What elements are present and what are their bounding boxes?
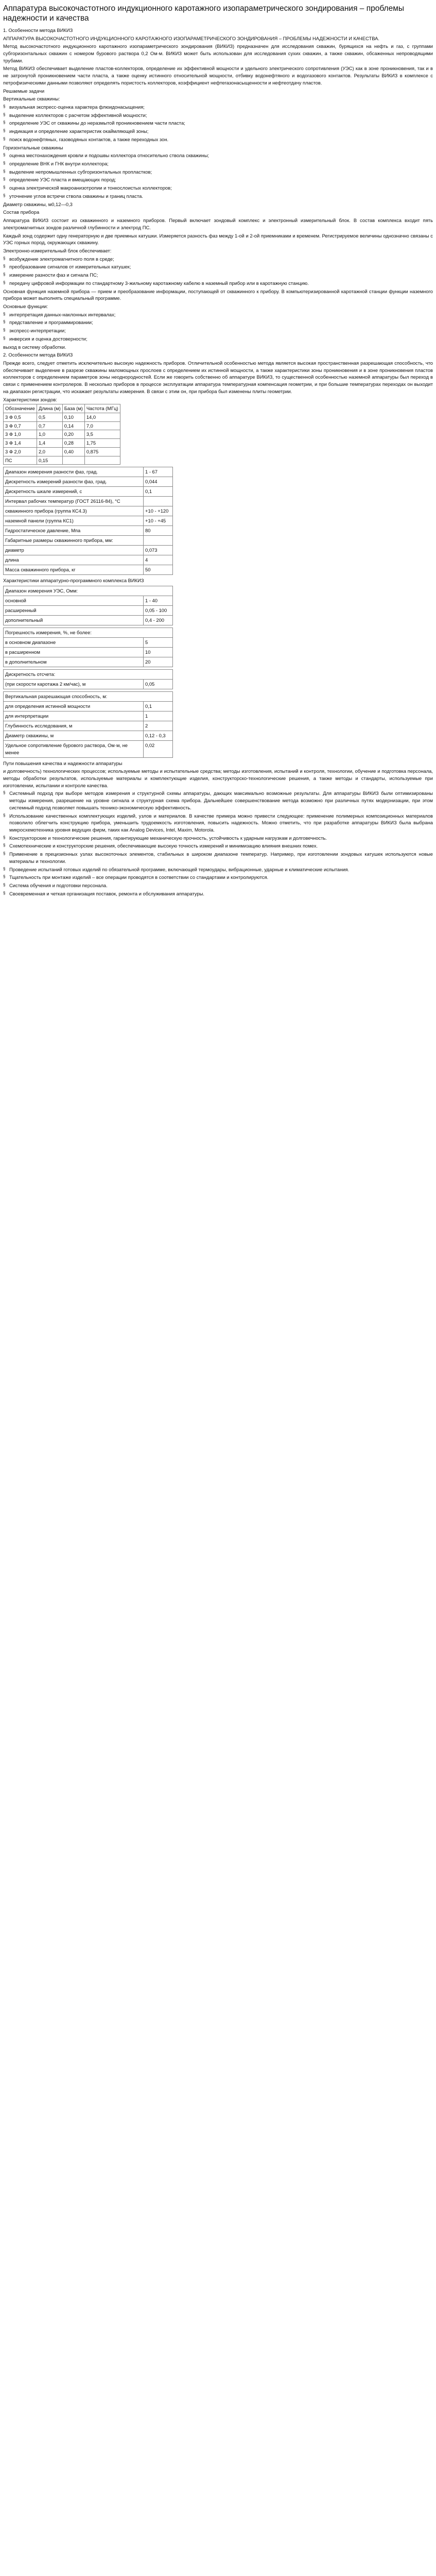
- range-row-cell: 1 - 40: [144, 596, 173, 606]
- spec-cell: 0,875: [84, 447, 120, 456]
- res-row: [4, 741, 173, 757]
- section-heading-1: 1. Особенности метода ВИКИЗ: [3, 27, 73, 33]
- char-row-cell: 0,044: [144, 477, 173, 487]
- ground-unit-paragraph: Основные функции:: [3, 303, 48, 309]
- function-item: [3, 327, 433, 334]
- res-row-cell: 0,12 - 0,3: [144, 731, 173, 741]
- composition-paragraph: Каждый зонд содержит одну генераторную и две приемных катушки. Измеряется разность фаз между 1-ой и 2-ой приемниками и временем. Регистрируемое величины однозначно связаны с УЭС горных пород, окружающих скважину.: [3, 232, 433, 246]
- res-row-cell: 0,02: [144, 741, 173, 757]
- res-row-cell: Глубинность исследования, м: [4, 721, 144, 731]
- char-row-cell: Габаритные размеры скважинного прибора, мм:: [4, 536, 144, 546]
- error-row: [4, 657, 173, 667]
- horizontal-task-item: [3, 184, 433, 192]
- range-row-cell: дополнительный: [4, 616, 144, 625]
- vertical-task-item-text: определение УЭС от скважины до неразмытой проникновением части пласта;: [9, 120, 185, 126]
- char-row: [4, 516, 173, 526]
- problem-item: [3, 874, 433, 881]
- spec-cell: 1,75: [84, 439, 120, 448]
- problem-item: [3, 760, 433, 767]
- bullet-icon: §: [3, 193, 6, 198]
- range-label: Диапазон измерения УЭС, Омм:: [4, 586, 173, 596]
- disc-row-cell: 0,05: [144, 680, 173, 689]
- res-row: [4, 702, 173, 711]
- bullet-icon: §: [3, 168, 6, 174]
- characteristics-table: [3, 467, 173, 575]
- spec-cell: 0,7: [37, 421, 62, 430]
- spec-cell: 3 Ф 2,0: [4, 447, 37, 456]
- char-row-cell: наземной панели (группа КС1): [4, 516, 144, 526]
- error-row: [4, 638, 173, 648]
- spec-cell: 0,10: [62, 413, 84, 422]
- spec-header-cell: Длина (м): [37, 404, 62, 413]
- function-item: [3, 335, 433, 343]
- char-row-cell: 0,073: [144, 546, 173, 555]
- horizontal-task-item: [3, 152, 433, 159]
- spec-cell: 3 Ф 0,5: [4, 413, 37, 422]
- range-row-cell: 0,05 - 100: [144, 606, 173, 616]
- discretion-table: [3, 669, 173, 689]
- char-row-cell: диаметр: [4, 546, 144, 555]
- electronic-unit-item: [3, 256, 433, 263]
- bullet-icon: §: [3, 136, 6, 141]
- char-row-cell: Дискретность измерений разности фаз, град.: [4, 477, 144, 487]
- bullet-icon: §: [3, 112, 6, 117]
- function-item: [3, 319, 433, 326]
- bullet-icon: §: [3, 866, 6, 871]
- intro-paragraph: Метод ВИКИЗ обеспечивает выделение пластов-коллекторов, определение их эффективной мощности и удельного электрического сопротивления (УЭС) как в зоне проникновения, так и в не затронутой проникновением части пласта, а также оценку истинного относительной мощности, отбивку водонефтяного и водогазового контактов. Результаты ВИКИЗ в комплексе с петрофизическими данными позволяют определять пористость коллекторов, коэффициент нефтегазонасыщенности и нефтеотдачу пластов.: [3, 65, 433, 86]
- char-row: [4, 487, 173, 497]
- electronic-unit-item-text: преобразование сигналов от измерительных катушек;: [9, 264, 131, 270]
- spec-cell: ПС: [4, 456, 37, 465]
- char-row: [4, 546, 173, 555]
- spec-row: [4, 439, 120, 448]
- spec-cell: 0,40: [62, 447, 84, 456]
- probe-spec-table: [3, 404, 120, 465]
- vertical-label: Вертикальные скважины:: [3, 96, 60, 102]
- range-table: [3, 586, 173, 625]
- intro-paragraph: Метод высокочастотного индукционного каротажного изопараметрического зондирования (ВИКИЗ) предназначен для исследования скважин, бурящихся на нефть и газ, с группами субгоризонтальных скважин с номером бурового раствора 0,2 Ом·м. ВИКИЗ может быть использован для исследования сухих скважин, а также скважин, обсаженных непроводящими трубами.: [3, 43, 433, 63]
- range-row: [4, 606, 173, 616]
- diameter-line: Диаметр скважины, м0,12—0,3: [3, 201, 73, 207]
- char-row: [4, 497, 173, 506]
- electronic-unit-item-text: измерение разности фаз и сигнала ПС;: [9, 272, 98, 278]
- bullet-icon: §: [3, 790, 6, 795]
- bullet-icon: §: [3, 120, 6, 125]
- bullet-icon: §: [3, 851, 6, 856]
- char-row-cell: Диапазон измерения разности фаз, град.: [4, 467, 144, 477]
- composition-paragraph: Электронно-измерительный блок обеспечивает:: [3, 247, 112, 253]
- char-row: [4, 506, 173, 516]
- res-row-cell: для определения истинной мощности: [4, 702, 144, 711]
- problem-text: Применение в прецизионных узлах высокоточных элементов, стабильных в широком диапазоне температур. Например, при изготовлении зондовых катушек используются новые материалы и технологии.: [9, 851, 433, 864]
- spec-cell: 0,14: [62, 421, 84, 430]
- char-row-cell: 80: [144, 526, 173, 536]
- ground-unit-paragraph: Основная функция наземной прибора — прием и преобразование информации, поступающей от скважинного к прибору. В компьютеризированной каротажной станции функции наземного прибора может выполнять специальный программе.: [3, 288, 433, 301]
- page-title: Аппаратура высокочастотного индукционного каротажного изопараметрического зондирования – проблемы надежности и качества: [3, 4, 404, 23]
- spec-header-cell: Частота (МГц): [84, 404, 120, 413]
- bullet-icon: §: [3, 128, 6, 133]
- composition-paragraph: Аппаратура ВИКИЗ состоит из скважинного и наземного приборов. Первый включает зондовый комплекс и электронный измерительный блок. В состав комплекса входит пять электромагнитных зондов различной глубинности и электрод ПС.: [3, 217, 433, 230]
- spec-cell: 0,28: [62, 439, 84, 448]
- spec-cell: 0,20: [62, 430, 84, 439]
- electronic-unit-item: [3, 280, 433, 287]
- char-row-cell: 0,1: [144, 487, 173, 497]
- problem-item: [3, 835, 433, 842]
- electronic-unit-item: [3, 263, 433, 270]
- horizontal-task-item-text: определение ВНК и ГНК внутри коллектора;: [9, 161, 109, 167]
- problem-text: Проведение испытаний готовых изделий по обязательной программе, включающей термоудары, вибрационные, ударные и климатические испытания.: [9, 866, 350, 872]
- problem-text: и долговечность) технологических процессов; используемые методы и испытательные средства; методы изготовления, испытаний и контроля, технологии, обучение и подготовка персонала, методы обработки результатов, используемые материалы и комплектующие изделия, конструкторско-технологические решения, а также методы и стандарты, используемые при изготовлении, испытании и контроле качества.: [3, 768, 433, 788]
- vertical-task-item: [3, 128, 433, 135]
- vertical-task-item-text: поиск водонефтяных, газоводяных контактов, а также переходных зон.: [9, 136, 169, 142]
- problem-text: Система обучения и подготовки персонала.: [9, 883, 108, 888]
- res-row: [4, 731, 173, 741]
- function-item-text: инверсия и оценка достоверности;: [9, 335, 88, 342]
- res-row-cell: Диаметр скважины, м: [4, 731, 144, 741]
- spec-cell: 3 Ф 1,0: [4, 430, 37, 439]
- horizontal-task-item: [3, 176, 433, 183]
- bullet-icon: §: [3, 319, 6, 325]
- res-row-cell: для интерпретации: [4, 711, 144, 721]
- vertical-task-item-text: выделение коллекторов с расчетом эффективной мощности;: [9, 112, 147, 118]
- horizontal-task-item-text: уточнение углов встречи ствола скважины и границ пласта.: [9, 193, 143, 199]
- bullet-icon: §: [3, 874, 6, 879]
- res-row: [4, 711, 173, 721]
- res-label: Вертикальная разрешающая способность, м:: [4, 692, 173, 702]
- function-item-text: экспресс-интерпретации;: [9, 328, 66, 334]
- spec-cell: 1,0: [37, 430, 62, 439]
- horizontal-task-item: [3, 193, 433, 200]
- electronic-unit-item-text: передачу цифровой информации по стандартному 3-жильному каротажному кабелю в наземный прибор или в каротажную станцию.: [9, 280, 309, 286]
- res-row: [4, 721, 173, 731]
- spec-cell: 3 Ф 1,4: [4, 439, 37, 448]
- error-row-cell: 10: [144, 648, 173, 657]
- problem-item: [3, 882, 433, 889]
- horizontal-task-item-text: определение УЭС пласта и вмещающих пород;: [9, 177, 116, 183]
- error-row-cell: в основном диапазоне: [4, 638, 144, 648]
- bullet-icon: §: [3, 883, 6, 887]
- spec-cell: 2,0: [37, 447, 62, 456]
- horizontal-task-item-text: оценка местонахождения кровли и подошвы коллектора относительно ствола скважины;: [9, 152, 210, 159]
- spec-cell: 14,0: [84, 413, 120, 422]
- error-row-cell: 5: [144, 638, 173, 648]
- spec-cell: 0,15: [37, 456, 62, 465]
- vertical-task-item: [3, 112, 433, 119]
- spec-cell: 3,5: [84, 430, 120, 439]
- vertical-task-item: [3, 136, 433, 143]
- spec-cell: [84, 456, 120, 465]
- function-item: [3, 311, 433, 318]
- section-heading-2: 2. Особенности метода ВИКИЗ: [3, 352, 73, 358]
- spec-cell: 0,5: [37, 413, 62, 422]
- problem-text: Системный подход при выборе методов измерения и структурной схемы аппаратуры, дающих максимально возможные результаты. Для аппаратуры ВИКИЗ были оптимизированы методы измерения, разрешение на уровне сигнала и структурная схема прибора. Дальнейшее совершенствование метода возможно при различных путях модернизации, при этом системный подход позволяет повышать технико-экономическую эффективность.: [9, 790, 433, 810]
- resolution-table: [3, 691, 173, 757]
- problem-text: Тщательность при монтаже изделий – все операции проводятся в соответствии со стандартами и контролируются.: [9, 874, 269, 880]
- error-row: [4, 648, 173, 657]
- bullet-icon: §: [3, 335, 6, 341]
- bullet-icon: §: [3, 104, 6, 109]
- function-item-text: интерпретация данных-наклонных интервалах;: [9, 311, 116, 317]
- char-row-cell: Масса скважинного прибора, кг: [4, 565, 144, 575]
- res-row-cell: 0,1: [144, 702, 173, 711]
- problem-item: [3, 790, 433, 811]
- bullet-icon: §: [3, 328, 6, 333]
- char-row-cell: [144, 536, 173, 546]
- char-row-cell: Интервал рабочих температур (ГОСТ 26116-84), °С: [4, 497, 144, 506]
- char-row-cell: Гидростатическое давление, Мпа: [4, 526, 144, 536]
- range-row-cell: 0,4 - 200: [144, 616, 173, 625]
- bullet-icon: §: [3, 272, 6, 277]
- range-row: [4, 596, 173, 606]
- horizontal-task-item-text: выделение непромышленных субгоризонтальных пропластков;: [9, 168, 152, 175]
- disc-row: [4, 680, 173, 689]
- bullet-icon: §: [3, 177, 6, 182]
- bullet-icon: §: [3, 256, 6, 261]
- spec-cell: [62, 456, 84, 465]
- spec-row: [4, 421, 120, 430]
- problem-item: [3, 866, 433, 873]
- spec-header-cell: Обозначение: [4, 404, 37, 413]
- diam-scale: выход в систему обработки.: [3, 344, 66, 350]
- spec-cell: 3 Ф 0,7: [4, 421, 37, 430]
- char-row: [4, 526, 173, 536]
- problem-text: Схемотехнические и конструкторские решения, обеспечивающие высокую точность измерений и минимизацию влияния внешних помех.: [9, 843, 318, 849]
- bullet-icon: §: [3, 890, 6, 895]
- problem-item: [3, 890, 433, 897]
- bullet-icon: §: [3, 311, 6, 316]
- bullet-icon: §: [3, 185, 6, 190]
- bullet-icon: §: [3, 280, 6, 285]
- char-row: [4, 555, 173, 565]
- char-row-cell: 50: [144, 565, 173, 575]
- char-row-cell: [144, 497, 173, 506]
- section2-paragraph: Прежде всего, следует отметить исключительно высокую надежность приборов. Отличительной особенностью метода является высокая пространственная разрешающая способность, что обеспечивает выделение в разрезе скважины маломощных прослоев с определением их истинной мощности, а также характеристики зоны проникновения и в зоне проникновения пластов коллекторов с определением параметров зоны неоднородностей. Если же говорить собственно об аппаратуре ВИКИЗ, то существенной особенностью наземной аппаратуры был переход в связи с применением контролеров. В несколько приборов в процессе эксплуатации аппаратура температурная компенсация геометрии, и при большие температурах переходах он выходит на диапазон регистрации, что искажает результаты измерения. В связи с этим он, при прибора был изменены плиты геометрии.: [3, 360, 433, 394]
- horizontal-label: Горизонтальные скважины: [3, 144, 63, 150]
- char-row: [4, 477, 173, 487]
- range-row-cell: основной: [4, 596, 144, 606]
- spec-row: [4, 413, 120, 422]
- prog-label: Характеристики аппаратурно-программного комплекса ВИКИЗ: [3, 578, 144, 584]
- char-row-cell: 1 - 67: [144, 467, 173, 477]
- spec-header-cell: База (м): [62, 404, 84, 413]
- char-row-cell: скважинного прибора (группа КС4.3): [4, 506, 144, 516]
- horizontal-task-item: [3, 160, 433, 167]
- center-title: АППАРАТУРА ВЫСОКОЧАСТОТНОГО ИНДУКЦИОННОГО КАРОТАЖНОГО ИЗОПАРАМЕТРИЧЕСКОГО ЗОНДИРОВАНИЯ – ПРОБЛЕМЫ НАДЕЖНОСТИ И КАЧЕСТВА.: [3, 35, 380, 41]
- bullet-icon: §: [3, 161, 6, 166]
- spec-row: [4, 430, 120, 439]
- disc-label: Дискретность отсчета:: [4, 670, 173, 680]
- bullet-icon: §: [3, 843, 6, 848]
- spec-row: [4, 456, 120, 465]
- res-row-cell: 1: [144, 711, 173, 721]
- disc-row-cell: (при скорости каротажа 2 км/час), м: [4, 680, 144, 689]
- char-row: [4, 565, 173, 575]
- tasks-label: Решаемые задачи: [3, 88, 45, 94]
- char-row-cell: длина: [4, 555, 144, 565]
- char-row: [4, 467, 173, 477]
- electronic-unit-item: [3, 272, 433, 279]
- bullet-icon: §: [3, 812, 6, 818]
- section2-paragraph: Характеристики зондов:: [3, 396, 57, 402]
- problem-text: Использование качественных комплектующих изделий, узлов и материалов. В качестве примера можно привести следующее: применение полимерных композиционных материалов позволило облегчить конструкцию прибора, уменьшить трудоемкость изготовления, повысить надежность. Можно отметить, что при разработке аппаратуры ВИКИЗ была выбрана микросхемотехника уровня ведущих фирм, таких как Analog Devices, Intel, Maxim, Motorola.: [9, 812, 433, 833]
- char-row: [4, 536, 173, 546]
- vertical-task-item: [3, 104, 433, 111]
- error-row-cell: в расширенном: [4, 648, 144, 657]
- bullet-icon: §: [3, 835, 6, 840]
- electronic-unit-item-text: возбуждение электромагнитного поля в среде;: [9, 256, 114, 262]
- error-table: [3, 628, 173, 667]
- spec-row: [4, 447, 120, 456]
- document: [0, 0, 436, 897]
- composition-label: Состав прибора: [3, 209, 40, 215]
- problem-item: [3, 812, 433, 834]
- function-item-text: представление и программировании;: [9, 319, 93, 326]
- char-row-cell: 4: [144, 555, 173, 565]
- res-row-cell: 2: [144, 721, 173, 731]
- range-row: [4, 616, 173, 625]
- horizontal-task-item-text: оценка электрической макроанизотропии и тонкослоистых коллекторов;: [9, 185, 172, 191]
- vertical-task-item-text: визуальная экспресс-оценка характера флюидонасыщения;: [9, 104, 145, 110]
- spec-cell: 7,0: [84, 421, 120, 430]
- problem-item: [3, 842, 433, 850]
- vertical-task-item-text: индикация и определение характеристик окаймляющей зоны;: [9, 128, 149, 134]
- problem-item: [3, 768, 433, 789]
- bullet-icon: §: [3, 264, 6, 269]
- bullet-icon: §: [3, 152, 6, 158]
- range-row-cell: расширенный: [4, 606, 144, 616]
- char-row-cell: +10 - +120: [144, 506, 173, 516]
- problem-item: [3, 851, 433, 865]
- res-row-cell: Удельное сопротивление бурового раствора, Ом·м, не менее: [4, 741, 144, 757]
- error-row-cell: 20: [144, 657, 173, 667]
- vertical-task-item: [3, 120, 433, 127]
- problem-text: Пути повышения качества и надежности аппаратуры: [3, 760, 123, 766]
- error-label: Погрешность измерения, %, не более:: [4, 628, 173, 638]
- problem-text: Конструкторские и технологические решения, гарантирующие механическую прочность, устойчивость к ударным нагрузкам и долговечность.: [9, 835, 327, 841]
- char-row-cell: Дискретность шкале измерений, с: [4, 487, 144, 497]
- char-row-cell: +10 - +45: [144, 516, 173, 526]
- problem-text: Своевременная и четкая организация поставок, ремонта и обслуживания аппаратуры.: [9, 890, 204, 896]
- horizontal-task-item: [3, 168, 433, 176]
- error-row-cell: в дополнительном: [4, 657, 144, 667]
- spec-cell: 1,4: [37, 439, 62, 448]
